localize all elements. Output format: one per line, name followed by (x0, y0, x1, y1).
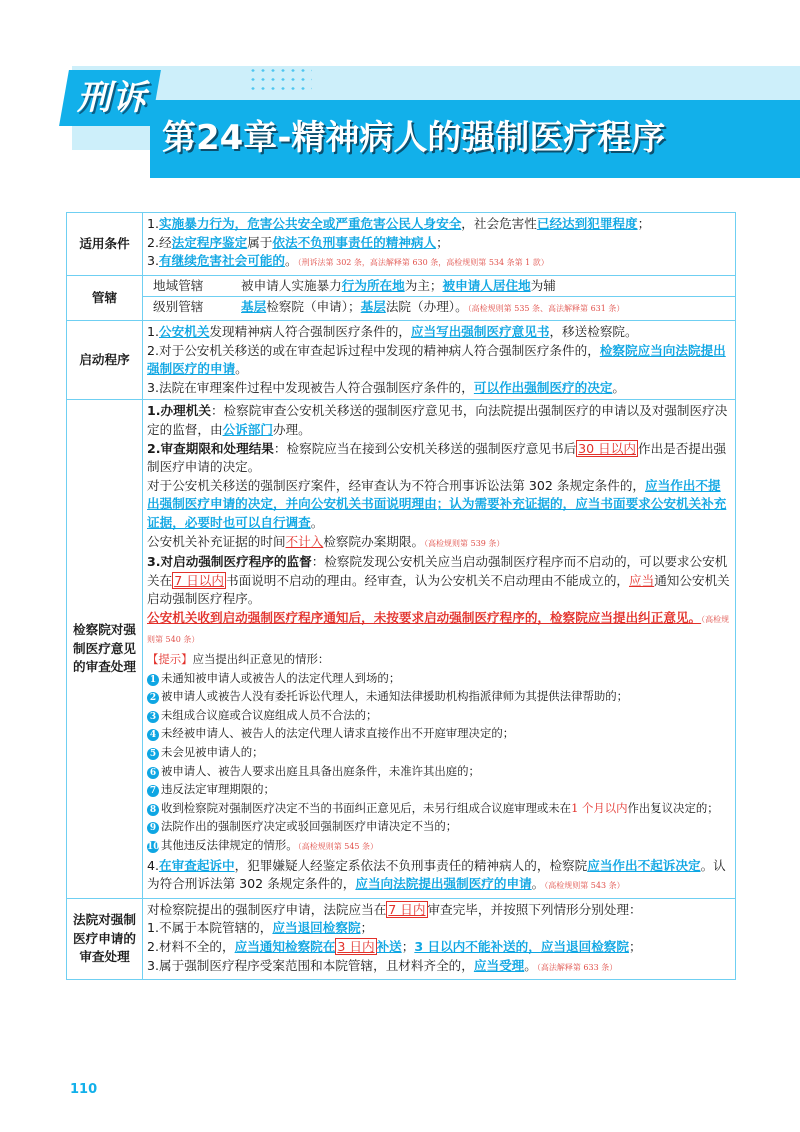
list-item-text: 未通知被申请人或被告人的法定代理人到场的； (161, 670, 401, 685)
text: 为主； (404, 277, 443, 293)
deadline-text: 7 日内 (388, 901, 426, 917)
highlight-text: 行为所在地 (341, 277, 405, 293)
citation-note: （刑诉法第 302 条，高法解释第 630 条，高检规则第 534 条第 1 款） (297, 258, 549, 268)
list-item-text: 收到检察院对强制医疗决定不当的书面纠正意见后，未另行组成合议庭审理或未在 (161, 800, 572, 815)
row-label-court: 法院对强制医疗申请的审查处理 (67, 898, 143, 979)
highlight-text: 被申请人居住地 (442, 277, 531, 293)
list-item-text: 被申请人或被告人没有委托诉讼代理人，未通知法律援助机构指派律师为其提供法律帮助的； (161, 689, 629, 704)
text: ：检察院审查公安机关移送的强制医疗意见书，向法院提出强制医疗的申请以及对强制医疗决定的监督，由 (147, 403, 728, 437)
highlight-text: 在审查起诉中 (159, 857, 235, 873)
table-row-jurisdiction (67, 275, 736, 320)
list-item-text: 违反法定审理期限的； (161, 782, 275, 797)
list-item (147, 687, 731, 706)
text: ； (360, 920, 374, 936)
text: 。 (531, 876, 545, 892)
number-badge: 7 (147, 785, 159, 797)
list-item (147, 724, 731, 743)
citation-note: （高检规则第 545 条） (297, 842, 379, 851)
text: 1. (147, 216, 160, 231)
subject-tag: 刑诉 (77, 78, 147, 118)
text: 审查完毕，并按照下列情形分别处理： (427, 901, 642, 917)
citation-note: （高检规则第 535 条、高法解释第 631 条） (467, 304, 625, 314)
row-content-applicable (143, 213, 736, 276)
number-badge: 8 (147, 804, 159, 816)
text: 2.经 (147, 234, 172, 250)
list-item (147, 669, 731, 688)
highlight-text: 应当写出强制医疗意见书 (410, 323, 550, 339)
list-item-text: 未组成合议庭或合议庭组成人员不合法的； (161, 707, 378, 722)
sub-label: 地域管辖 (153, 277, 204, 293)
text: 对检察院提出的强制医疗申请，法院应当在 (147, 901, 387, 917)
number-badge: 9 (147, 822, 159, 834)
text: 公安机关补充证据的时间 (147, 533, 286, 549)
text: 。 (524, 957, 537, 973)
text: ，犯罪嫌疑人经鉴定系依法不负刑事责任的精神病人的，检察院 (234, 857, 588, 873)
highlight-text: 应当受理 (473, 957, 525, 973)
highlight-text: 依法不负刑事责任的精神病人 (272, 234, 437, 250)
warning-text: 公安机关收到启动强制医疗程序通知后，未按要求启动强制医疗程序的，检察院应当提出纠正意见。 (147, 609, 702, 625)
highlight-text: 公安机关 (159, 323, 210, 339)
text: 1.不属于本院管辖的， (147, 920, 273, 936)
citation-note: （高法解释第 633 条） (536, 962, 618, 972)
text: ，社会危害性 (461, 216, 537, 231)
text: 通知公安机关启动强制医疗程序。 (147, 572, 730, 607)
highlight-text: 可以作出强制医疗的决定 (473, 379, 613, 395)
text: 办理。 (272, 421, 311, 437)
number-badge: 6 (147, 767, 159, 779)
table-row-procuratorate (67, 400, 736, 898)
deadline-text: 30 日以内 (578, 440, 636, 456)
text: ； (629, 938, 642, 954)
highlight-text: 应当通知检察院在 (234, 938, 336, 954)
list-item-text: 法院作出的强制医疗决定或驳回强制医疗申请决定不当的； (161, 819, 458, 834)
list-item-text: 其他违反法律规定的情形。 (161, 838, 298, 852)
row-content-jurisdiction (143, 275, 736, 320)
table-row-court (67, 898, 736, 979)
text: 为辅 (530, 277, 556, 293)
content-table (66, 212, 736, 980)
list-item-text: 作出复议决定的； (627, 800, 719, 815)
highlight-text: 应当向法院提出强制医疗的申请 (355, 876, 532, 892)
tip-text: 应当提出纠正意见的情形： (192, 652, 330, 667)
text: 书面说明不启动的理由。经审查，认为公安机关不启动理由不能成立的， (226, 572, 629, 588)
sub-label: 级别管辖 (153, 299, 204, 315)
highlight-text: 基层 (241, 299, 267, 315)
highlight-text: 已经达到犯罪程度 (536, 216, 638, 231)
deadline-text: 3 日内 (337, 938, 375, 954)
text: 2.对于公安机关移送的或在审查起诉过程中发现的精神病人符合强制医疗条件的， (147, 342, 600, 358)
text: ：检察院发现公安机关应当启动强制医疗程序而不启动的，可以要求公安机关在 (147, 554, 728, 588)
subheading: 2.审查期限和处理结果 (147, 440, 274, 456)
text: 3.法院在审理案件过程中发现被告人符合强制医疗条件的， (147, 379, 474, 395)
text: 对于公安机关移送的强制医疗案件，经审查认为不符合刑事诉讼法第 302 条规定条件的， (147, 477, 646, 493)
highlight-text: 基层 (360, 299, 386, 315)
highlight-text: 公诉部门 (222, 421, 273, 437)
text: 。 (235, 361, 248, 377)
chapter-title: 第24章-精神病人的强制医疗程序 (162, 118, 666, 158)
highlight-text: 应当作出不提出强制医疗申请的决定，并向公安机关书面说明理由；认为需要补充证据的，应当书面要求公安机关补充证据，必要时也可以自行调查 (147, 477, 727, 530)
number-badge: 3 (147, 711, 159, 723)
list-item (147, 799, 731, 818)
page-number: 110 (70, 1082, 98, 1097)
citation-note: （高检规则第 543 条） (544, 881, 625, 891)
subheading: 1.办理机关 (147, 403, 211, 419)
header-dot-pattern (248, 66, 312, 96)
text: 4. (147, 857, 160, 873)
text: ； (436, 234, 449, 250)
text: 被申请人实施暴力 (241, 277, 342, 293)
table-row-applicable (67, 213, 736, 276)
row-label-jurisdiction: 管辖 (67, 275, 143, 320)
deadline-text: 7 日以内 (174, 572, 224, 588)
sub-row-level (143, 297, 735, 320)
text: 1. (147, 323, 160, 339)
subheading: 3.对启动强制医疗程序的监督 (147, 554, 312, 570)
text: 属于 (247, 234, 273, 250)
text: 。 (284, 253, 298, 269)
highlight-text: 应当作出不起诉决定 (587, 857, 701, 873)
text: 检察院（申请）； (266, 299, 361, 315)
list-item (147, 836, 731, 857)
highlight-text: 不计入 (285, 533, 324, 549)
highlight-text: 应当退回检察院 (272, 920, 361, 936)
list-item-text: 未经被申请人、被告人的法定代理人请求直接作出不开庭审理决定的； (161, 726, 515, 741)
text: 3. (147, 253, 160, 269)
number-badge: 10 (147, 842, 160, 852)
text: 。 (612, 379, 625, 395)
text: 2.材料不全的， (147, 938, 235, 954)
text: 。认为符合刑诉法第 302 条规定条件的， (147, 857, 726, 892)
sub-row-territorial (143, 276, 735, 298)
list-item (147, 762, 731, 781)
text: 3.属于强制医疗程序受案范围和本院管辖，且材料齐全的， (147, 957, 474, 973)
highlight-text: 补送 (376, 938, 402, 954)
row-label-start: 启动程序 (67, 320, 143, 399)
list-item-text: 未会见被申请人的； (161, 745, 264, 760)
list-item (147, 706, 731, 725)
tip-label: 【提示】 (147, 652, 193, 667)
highlight-text: 3 日以内不能补送的，应当退回检察院 (414, 938, 629, 954)
list-item (147, 780, 731, 799)
deadline-text: 1 个月以内 (571, 800, 628, 815)
text: ； (637, 216, 651, 231)
list-item-text: 被申请人、被告人要求出庭且具备出庭条件，未准许其出庭的； (161, 763, 480, 778)
number-badge: 5 (147, 748, 159, 760)
text: ； (401, 938, 415, 954)
row-label-procuratorate: 检察院对强制医疗意见的审查处理 (67, 400, 143, 898)
text: 法院（办理）。 (385, 299, 468, 315)
row-content-procuratorate (143, 400, 736, 898)
text: 发现精神病人符合强制医疗条件的， (209, 323, 411, 339)
list-item (147, 743, 731, 762)
list-item (147, 817, 731, 836)
row-content-start (143, 320, 736, 399)
text: ：检察院应当在接到公安机关移送的强制医疗意见书后 (273, 440, 577, 456)
highlight-text: 有继续危害社会可能的 (159, 253, 285, 269)
number-badge: 1 (147, 674, 159, 686)
number-badge: 2 (147, 692, 159, 704)
citation-note: （高检规则第 539 条） (424, 538, 505, 548)
table-row-start (67, 320, 736, 399)
highlight-text: 应当 (629, 572, 655, 588)
highlight-text: 检察院应当向法院提出强制医疗的申请 (147, 342, 726, 377)
text: ，移送检察院。 (549, 323, 638, 339)
text: 检察院办案期限。 (323, 533, 425, 549)
row-label-applicable: 适用条件 (67, 213, 143, 276)
highlight-text: 法定程序鉴定 (171, 234, 248, 250)
number-badge: 4 (147, 729, 159, 741)
text: 。 (310, 514, 324, 530)
row-content-court (143, 898, 736, 979)
citation-note: （高检规则第 540 条） (147, 614, 730, 645)
text: 作出是否提出强制医疗申请的决定。 (147, 440, 727, 475)
highlight-text: 实施暴力行为，危害公共安全或严重危害公民人身安全 (159, 216, 462, 231)
